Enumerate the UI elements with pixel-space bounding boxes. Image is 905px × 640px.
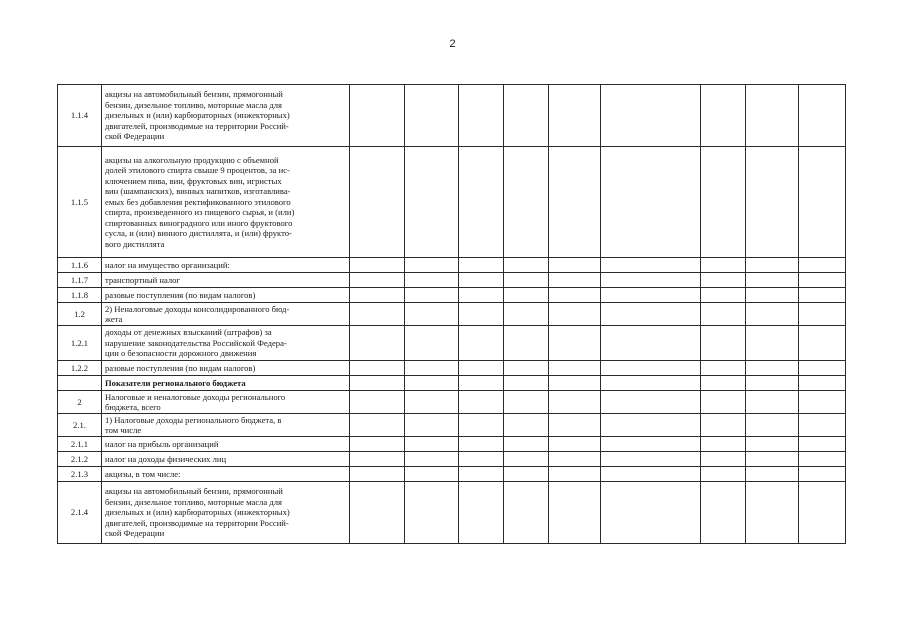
value-cell (405, 288, 459, 303)
description-line: доходы от денежных взысканий (штрафов) за (105, 327, 272, 338)
row-description-cell (102, 85, 350, 147)
value-cell (405, 452, 459, 467)
table-row (58, 288, 846, 303)
value-cell (746, 288, 799, 303)
value-cell (350, 85, 405, 147)
description-line: ской Федерации (105, 131, 165, 142)
value-cell (405, 437, 459, 452)
value-cell (701, 288, 746, 303)
description-line: разовые поступления (по видам налогов) (105, 362, 256, 373)
value-cell (601, 437, 701, 452)
value-cell (746, 452, 799, 467)
row-description-cell (102, 273, 350, 288)
value-cell (504, 258, 549, 273)
table-row (58, 147, 846, 258)
value-cell (549, 467, 601, 482)
description-line: дизельных и (или) карбюраторных (инжекторных) (105, 110, 290, 121)
value-cell (746, 414, 799, 437)
value-cell (799, 414, 846, 437)
row-code-cell: 1.1.8 (58, 288, 102, 303)
value-cell (701, 452, 746, 467)
value-cell (601, 326, 701, 361)
value-cell (701, 414, 746, 437)
value-cell (405, 414, 459, 437)
value-cell (601, 147, 701, 258)
row-code-cell: 2.1.2 (58, 452, 102, 467)
row-description-cell (102, 467, 350, 482)
value-cell (701, 376, 746, 391)
description-line: жета (105, 314, 123, 324)
description-line: разовые поступления (по видам налогов) (105, 289, 256, 300)
row-code-cell: 2.1. (58, 414, 102, 437)
value-cell (601, 391, 701, 414)
row-code-cell: 1.2 (58, 303, 102, 326)
value-cell (601, 303, 701, 326)
row-code-cell: 2.1.4 (58, 482, 102, 544)
value-cell (799, 85, 846, 147)
value-cell (459, 361, 504, 376)
value-cell (746, 437, 799, 452)
description-line: двигателей, производимые на территории Россий- (105, 517, 289, 528)
value-cell (601, 414, 701, 437)
value-cell (601, 258, 701, 273)
value-cell (799, 391, 846, 414)
value-cell (701, 391, 746, 414)
value-cell (459, 452, 504, 467)
value-cell (405, 361, 459, 376)
description-line: акцизы, в том числе: (105, 468, 181, 479)
value-cell (601, 452, 701, 467)
value-cell (549, 414, 601, 437)
row-description-cell (102, 303, 350, 326)
value-cell (504, 85, 549, 147)
row-description-cell (102, 482, 350, 544)
value-cell (549, 326, 601, 361)
table-row (58, 452, 846, 467)
value-cell (459, 437, 504, 452)
value-cell (549, 452, 601, 467)
value-cell (601, 482, 701, 544)
table-row (58, 85, 846, 147)
value-cell (504, 391, 549, 414)
value-cell (350, 361, 405, 376)
row-code-cell: 1.1.6 (58, 258, 102, 273)
value-cell (350, 147, 405, 258)
value-cell (746, 303, 799, 326)
value-cell (504, 467, 549, 482)
value-cell (350, 303, 405, 326)
table-row (58, 437, 846, 452)
value-cell (549, 258, 601, 273)
row-code-cell: 1.1.5 (58, 147, 102, 258)
value-cell (799, 258, 846, 273)
description-line: акцизы на алкогольную продукцию с объемной (105, 154, 279, 165)
value-cell (504, 147, 549, 258)
description-line: бензин, дизельное топливо, моторные масла для (105, 496, 282, 507)
description-line: 1) Налоговые доходы регионального бюджета, в (105, 414, 282, 425)
row-description-cell (102, 258, 350, 273)
value-cell (701, 303, 746, 326)
value-cell (405, 85, 459, 147)
value-cell (549, 361, 601, 376)
description-line: акцизы на автомобильный бензин, прямогонный (105, 486, 283, 497)
budget-indicators-table (57, 84, 846, 544)
value-cell (549, 273, 601, 288)
table-row (58, 361, 846, 376)
value-cell (701, 326, 746, 361)
table-row (58, 467, 846, 482)
description-line: налог на прибыль организаций (105, 438, 219, 449)
value-cell (459, 482, 504, 544)
description-line: ской Федерации (105, 528, 165, 539)
description-line: транспортный налог (105, 274, 180, 285)
value-cell (405, 391, 459, 414)
table-row (58, 391, 846, 414)
value-cell (746, 258, 799, 273)
table-row (58, 258, 846, 273)
description-line: 2) Неналоговые доходы консолидированного бюд- (105, 303, 290, 314)
value-cell (549, 303, 601, 326)
description-line: дизельных и (или) карбюраторных (инжекторных) (105, 507, 290, 518)
value-cell (350, 376, 405, 391)
page-number: 2 (449, 38, 456, 50)
value-cell (405, 376, 459, 391)
table-row (58, 326, 846, 361)
value-cell (504, 414, 549, 437)
value-cell (799, 273, 846, 288)
value-cell (459, 258, 504, 273)
value-cell (549, 85, 601, 147)
value-cell (350, 437, 405, 452)
value-cell (746, 326, 799, 361)
value-cell (601, 467, 701, 482)
table-row (58, 303, 846, 326)
description-line: спиртованных виноградного или иного фруктового (105, 217, 293, 228)
value-cell (504, 437, 549, 452)
value-cell (459, 85, 504, 147)
value-cell (405, 273, 459, 288)
value-cell (799, 437, 846, 452)
description-line: ции о безопасности дорожного движения (105, 348, 257, 359)
value-cell (746, 273, 799, 288)
value-cell (746, 391, 799, 414)
value-cell (405, 147, 459, 258)
value-cell (746, 147, 799, 258)
description-line: нарушение законодательства Российской Федера- (105, 337, 287, 348)
value-cell (350, 258, 405, 273)
value-cell (746, 361, 799, 376)
description-line: спирта, произведенного из пищевого сырья, и (или) (105, 207, 295, 218)
description-line: двигателей, производимые на территории Россий- (105, 120, 289, 131)
table-row (58, 273, 846, 288)
value-cell (799, 147, 846, 258)
value-cell (701, 437, 746, 452)
row-description-cell (102, 326, 350, 361)
value-cell (459, 147, 504, 258)
value-cell (459, 288, 504, 303)
value-cell (746, 467, 799, 482)
description-line: вин (шампанских), винных напитков, изготавлива- (105, 186, 291, 197)
value-cell (459, 376, 504, 391)
value-cell (504, 288, 549, 303)
row-code-cell: 1.1.7 (58, 273, 102, 288)
description-line: бюджета, всего (105, 402, 161, 412)
value-cell (701, 85, 746, 147)
row-description-cell (102, 391, 350, 414)
value-cell (504, 303, 549, 326)
value-cell (601, 85, 701, 147)
value-cell (799, 376, 846, 391)
value-cell (799, 361, 846, 376)
row-description-cell (102, 288, 350, 303)
value-cell (504, 326, 549, 361)
row-description-cell (102, 361, 350, 376)
value-cell (799, 452, 846, 467)
value-cell (350, 288, 405, 303)
value-cell (350, 391, 405, 414)
value-cell (549, 147, 601, 258)
description-line: Показатели регионального бюджета (105, 377, 246, 388)
value-cell (549, 482, 601, 544)
description-line: акцизы на автомобильный бензин, прямогонный (105, 89, 283, 100)
row-code-cell: 2.1.3 (58, 467, 102, 482)
row-description-cell (102, 414, 350, 437)
description-line: емых без добавления ректификованного этилового (105, 196, 291, 207)
value-cell (504, 361, 549, 376)
table-row (58, 414, 846, 437)
value-cell (601, 376, 701, 391)
row-code-cell: 1.2.2 (58, 361, 102, 376)
value-cell (405, 258, 459, 273)
value-cell (350, 273, 405, 288)
row-code-cell (58, 376, 102, 391)
row-description-cell (102, 437, 350, 452)
value-cell (405, 467, 459, 482)
description-line: налог на имущество организаций: (105, 259, 230, 270)
value-cell (459, 391, 504, 414)
value-cell (504, 273, 549, 288)
value-cell (549, 391, 601, 414)
row-code-cell: 2 (58, 391, 102, 414)
value-cell (459, 273, 504, 288)
value-cell (350, 467, 405, 482)
value-cell (746, 376, 799, 391)
row-code-cell: 1.2.1 (58, 326, 102, 361)
value-cell (350, 326, 405, 361)
value-cell (459, 467, 504, 482)
description-line: долей этилового спирта свыше 9 процентов, за ис- (105, 165, 290, 176)
value-cell (459, 303, 504, 326)
value-cell (405, 326, 459, 361)
value-cell (504, 452, 549, 467)
value-cell (746, 482, 799, 544)
value-cell (701, 147, 746, 258)
value-cell (799, 288, 846, 303)
value-cell (549, 376, 601, 391)
value-cell (459, 326, 504, 361)
description-line: ключением пива, вин, фруктовых вин, игристых (105, 175, 282, 186)
description-line: том числе (105, 425, 142, 435)
value-cell (549, 288, 601, 303)
row-description-cell (102, 376, 350, 391)
value-cell (601, 361, 701, 376)
value-cell (350, 482, 405, 544)
row-code-cell: 1.1.4 (58, 85, 102, 147)
description-line: сусла, и (или) винного дистиллята, и (или) фрукто- (105, 228, 292, 239)
value-cell (405, 303, 459, 326)
description-line: налог на доходы физических лиц (105, 453, 227, 464)
table-row (58, 376, 846, 391)
row-code-cell: 2.1.1 (58, 437, 102, 452)
value-cell (746, 85, 799, 147)
value-cell (350, 414, 405, 437)
value-cell (350, 452, 405, 467)
table-row (58, 482, 846, 544)
value-cell (504, 482, 549, 544)
value-cell (549, 437, 601, 452)
row-description-cell (102, 147, 350, 258)
value-cell (701, 467, 746, 482)
value-cell (701, 258, 746, 273)
description-line: Налоговые и неналоговые доходы регионального (105, 391, 286, 402)
value-cell (601, 273, 701, 288)
value-cell (701, 361, 746, 376)
value-cell (799, 482, 846, 544)
value-cell (701, 482, 746, 544)
value-cell (459, 414, 504, 437)
value-cell (799, 303, 846, 326)
value-cell (799, 467, 846, 482)
description-line: вого дистиллята (105, 238, 165, 249)
value-cell (405, 482, 459, 544)
description-line: бензин, дизельное топливо, моторные масла для (105, 99, 282, 110)
value-cell (799, 326, 846, 361)
value-cell (701, 273, 746, 288)
value-cell (601, 288, 701, 303)
row-description-cell (102, 452, 350, 467)
value-cell (504, 376, 549, 391)
